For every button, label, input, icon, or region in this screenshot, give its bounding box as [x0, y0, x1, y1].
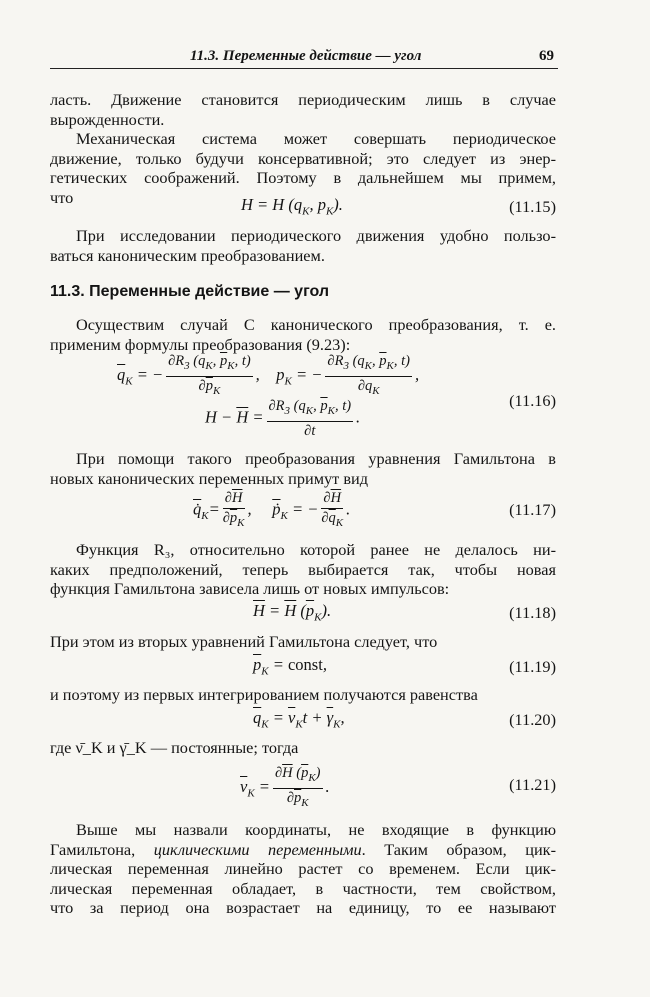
equation-number: (11.20) [509, 710, 556, 729]
equation-11-15: H = H ($q_K$, $p_K$). [241, 195, 343, 218]
paragraph: и поэтому из первых интегрированием получаются равенства [50, 685, 478, 704]
equation-number: (11.17) [509, 500, 556, 519]
paragraph: где ν̄_K и γ̄_K — постоянные; тогда [50, 738, 299, 757]
equation-11-16-line1: $\overline{q}_K$ = − $\frac{\partial R_3 (q_K, \overline{p}_K, t)}{\partial\overline{p}_K}$ , $p_K$ = − $\frac{\partial R_3 (q_K, \overline{p}_K, t)}{\partial q_K}$ , [117, 353, 420, 397]
paragraph: При помощи такого преобразования уравнения Гамильтона в новых канонических переменных примут вид [50, 449, 556, 488]
equation-number: (11.21) [509, 775, 556, 794]
equation-number: (11.15) [509, 197, 556, 216]
equation-11-21: $\overline{\nu}_K$ = $\frac{\partial\overline{H} (\overline{p}_K)}{\partial\overline{p}_K}$ . [240, 765, 330, 809]
running-title: 11.3. Переменные действие — угол [190, 48, 422, 64]
equation-number: (11.18) [509, 603, 556, 622]
page-header [50, 46, 558, 69]
paragraph: Осуществим случай С канонического преобразования, т. е. применим формулы преобразования (9.23): [50, 315, 556, 354]
equation-11-17: $q̇_K=$ $\frac{\partial\overline{H}}{\partial\overline{p}_K}$ , $\overline{ṗ}_K$ = − $\frac{\partial\overline{H}}{\partial\overline{q}_K}$ . [193, 490, 351, 529]
paragraph: При этом из вторых уравнений Гамильтона следует, что [50, 632, 438, 651]
equation-11-16-line2: $H - \overline{H}$ = $\frac{\partial R_3 (q_K, \overline{p}_K, t)}{\partial t}$ . [205, 398, 361, 439]
paragraph: Выше мы назвали координаты, не входящие в функцию Гамильтона, циклическими переменными. Таким образом, цик- лическая переменная линейно растет со временем. Если цик- лическая переменная обладает, в частности, тем свойством, что за период она возрастает на единицу, то ее называют [50, 820, 557, 918]
equation-11-20: $\overline{q}_K = \overline{\nu}_Kt + \overline{\gamma}_K$, [253, 708, 345, 731]
page-number: 69 [539, 48, 554, 64]
equation-number: (11.16) [509, 391, 556, 410]
equation-11-18: $\overline{H} = \overline{H}$ $(\overline{p}_K)$. [253, 601, 332, 624]
paragraph: ласть. Движение становится периодическим лишь в случае вырожденности. [50, 90, 556, 129]
equation-number: (11.19) [509, 657, 556, 676]
paragraph: Функция R₃, относительно которой ранее не делалось ни- каких предположений, теперь выбирается так, чтобы новая функция Гамильтона зависела лишь от новых импульсов: [50, 540, 556, 599]
paragraph: При исследовании периодического движения удобно пользо- ваться каноническим преобразованием. [50, 226, 556, 265]
section-heading: 11.3. Переменные действие — угол [50, 283, 330, 300]
paragraph: Механическая система может совершать периодическое движение, только будучи консервативной; это следует из энер- гетических соображений. Поэтому в дальнейшем мы примем, что [50, 129, 556, 207]
equation-11-19: $\overline{p}_K$ = const, [253, 655, 327, 678]
